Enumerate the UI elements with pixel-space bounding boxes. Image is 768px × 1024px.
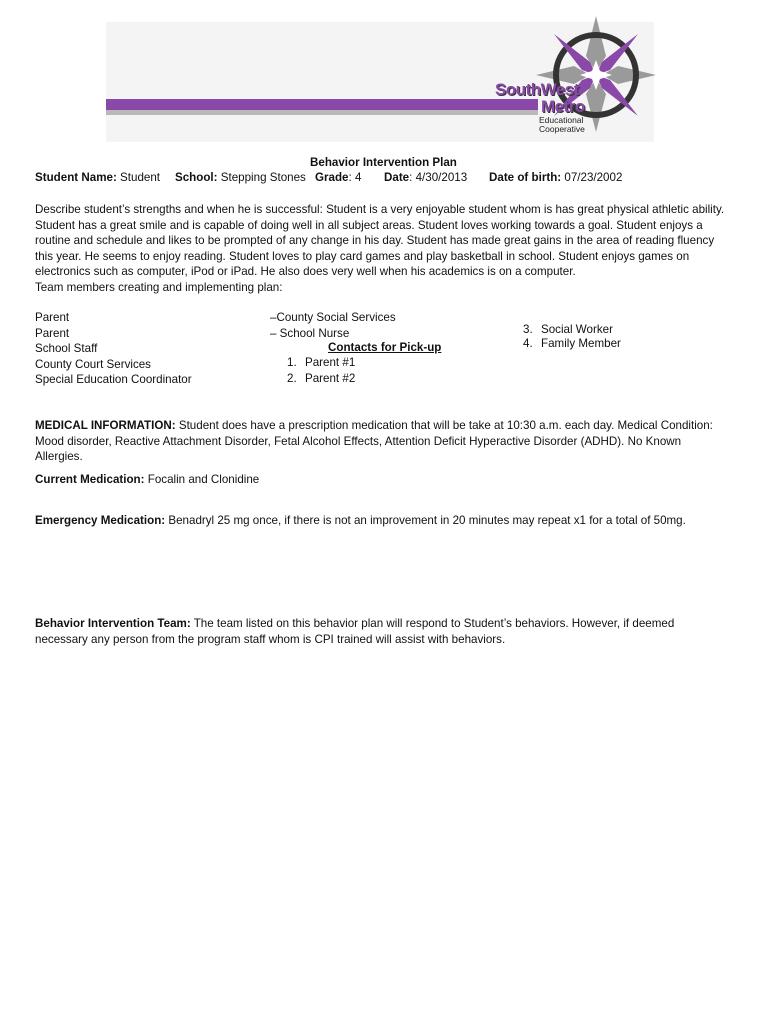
medical-information — [35, 418, 713, 465]
dob-label: Date of birth: — [489, 171, 562, 184]
logo-line2: Metro — [541, 97, 585, 116]
team-member: – School Nurse — [270, 326, 350, 340]
contact-item: 1. Parent #1 — [287, 356, 356, 369]
team-member: Special Education Coordinator — [35, 373, 192, 387]
strengths-line: electronics such as computer, iPod or iPad. He also does very well when his academics is on a computer. — [35, 265, 576, 279]
document-title: Behavior Intervention Plan — [310, 156, 457, 169]
date-value: : 4/30/2013 — [409, 171, 468, 184]
school-label: School: — [175, 171, 218, 184]
team-list-col2 — [270, 310, 396, 341]
date-label: Date — [384, 171, 410, 184]
logo-line3: Educational — [539, 115, 584, 125]
team-member: –County Social Services — [270, 311, 396, 324]
emergency-medication — [35, 514, 686, 527]
strengths-line: this year. He seems to enjoy reading. Student loves to play card games and play basketball in school. Student enjoys games on — [35, 249, 690, 263]
strengths-line: routine and schedule and likes to be prompted of any change in his day. Student has made great gains in the area of reading fluency — [35, 234, 715, 248]
current-medication — [35, 473, 259, 486]
contacts-list-left — [287, 355, 355, 386]
logo-line1: SouthWest — [495, 80, 579, 99]
team-label: Behavior Intervention Team: — [35, 617, 191, 630]
medical-line: Allergies. — [35, 450, 83, 464]
grade-field — [315, 171, 361, 184]
header-purple-bar — [106, 99, 538, 110]
medical-label: MEDICAL INFORMATION: — [35, 419, 176, 432]
school-field — [175, 171, 306, 184]
medical-line: Mood disorder, Reactive Attachment Disorder, Fetal Alcohol Effects, Attention Deficit Hyperactive Disorder (ADHD). No Known — [35, 434, 682, 448]
school-value: Stepping Stones — [220, 171, 306, 184]
strengths-line: Student has a great smile and is capable of doing well in all subject areas. Student loves working towards a goal. Student enjoys a — [35, 218, 703, 232]
dob-field — [489, 171, 622, 184]
grade-label: Grade — [315, 171, 349, 184]
grade-value: : 4 — [348, 171, 362, 184]
team-member: Parent — [35, 311, 70, 324]
current-medication-value: Focalin and Clonidine — [144, 473, 260, 486]
strengths-line: Describe student’s strengths and when he is successful: Student is a very enjoyable student whom is has great physical athletic ability. — [35, 203, 725, 216]
student-name-value: Student — [120, 171, 161, 184]
header-gray-bar — [106, 110, 538, 115]
current-medication-label: Current Medication: — [35, 473, 145, 486]
student-name-label: Student Name: — [35, 171, 117, 184]
contacts-heading: Contacts for Pick-up — [328, 341, 442, 354]
emergency-medication-label: Emergency Medication: — [35, 514, 166, 527]
contacts-list-right — [523, 323, 621, 351]
strengths-line: Team members creating and implementing plan: — [35, 280, 283, 294]
logo-subtitle — [539, 116, 585, 134]
team-line: The team listed on this behavior plan will respond to Student’s behaviors. However, if deemed — [190, 617, 675, 630]
team-member: School Staff — [35, 342, 98, 356]
contact-item: 2. Parent #2 — [287, 371, 356, 385]
team-member: County Court Services — [35, 357, 151, 371]
date-field — [384, 171, 467, 184]
contact-item: 4. Family Member — [523, 337, 621, 350]
medical-line: Student does have a prescription medication that will be take at 10:30 a.m. each day. Medical Condition: — [175, 419, 713, 432]
student-info-row — [35, 171, 160, 184]
dob-value: 07/23/2002 — [564, 171, 623, 184]
emergency-medication-value: Benadryl 25 mg once, if there is not an improvement in 20 minutes may repeat x1 for a total of 50mg. — [165, 514, 686, 527]
contact-item: 3. Social Worker — [523, 323, 613, 336]
team-list-col1 — [35, 310, 192, 388]
team-member: Parent — [35, 326, 70, 340]
behavior-intervention-team — [35, 616, 674, 647]
team-line: necessary any person from the program staff whom is CPI trained will assist with behaviors. — [35, 632, 506, 646]
strengths-paragraph — [35, 202, 724, 296]
logo-line4: Cooperative — [539, 124, 585, 134]
